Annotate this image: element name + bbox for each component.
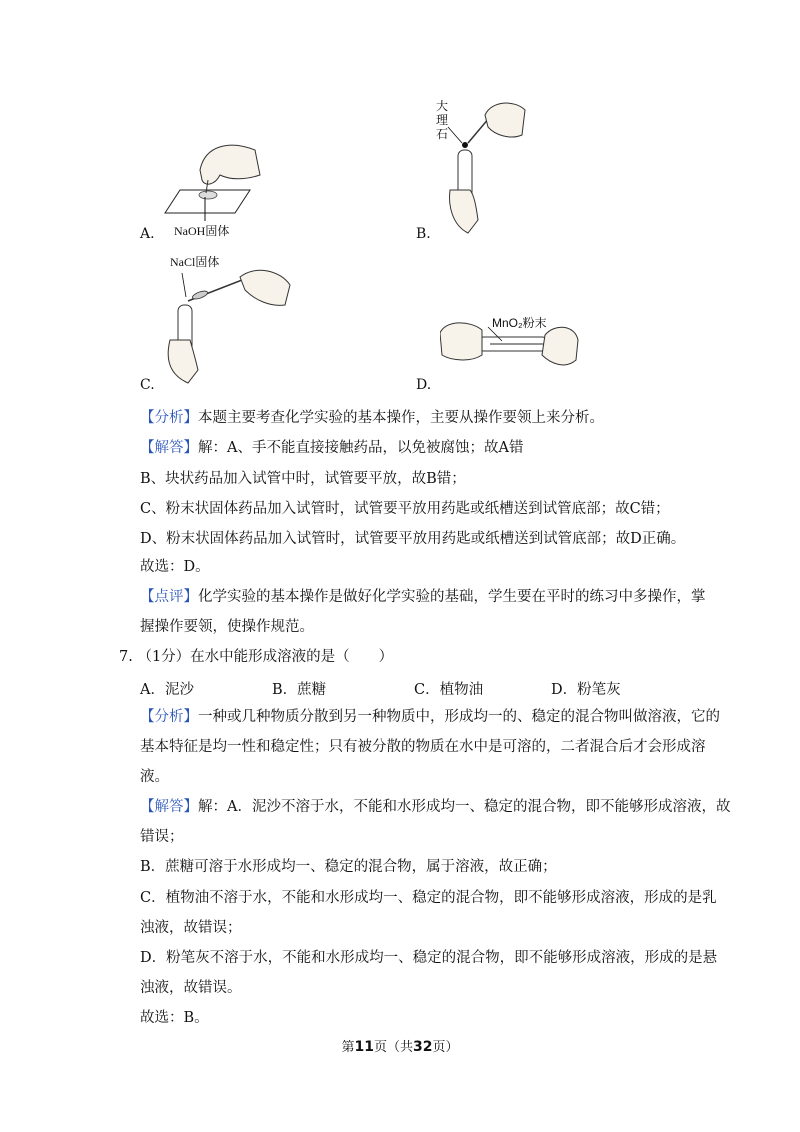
figure-c-label: C.	[140, 377, 155, 393]
q6-answer-d: D、粉末状固体药品加入试管时，试管要平放用药匙或纸槽送到试管底部；故D正确。	[140, 531, 686, 547]
answer-tag: 【解答】	[140, 440, 198, 456]
q6-choose: 故选：D。	[140, 559, 210, 575]
footer-prefix: 第	[341, 1040, 355, 1055]
footer-suffix: 页）	[432, 1040, 459, 1055]
q7-analysis	[140, 707, 720, 727]
q7-option-c: C．植物油	[414, 682, 484, 698]
figure-d-label: D.	[416, 377, 432, 393]
q7-answer-3: B．蔗糖可溶于水形成均一、稳定的混合物，属于溶液，故正确；	[140, 859, 557, 875]
figure-a-label: A.	[140, 226, 155, 242]
q6-answer-c: C、粉末状固体药品加入试管时，试管要平放用药匙或纸槽送到试管底部；故C错；	[140, 501, 670, 517]
footer-mid: 页（共	[373, 1040, 413, 1055]
question-text: （1分）在水中能形成溶液的是（ ）	[137, 649, 394, 665]
figure-c-nacl-spatula	[160, 265, 300, 385]
q6-comment	[140, 587, 706, 607]
q7-answer-4: C．植物油不溶于水，不能和水形成均一、稳定的混合物，即不能够形成溶液，形成的是乳	[140, 890, 717, 906]
q7-option-b: B．蔗糖	[272, 682, 327, 698]
q7-analysis-2: 基本特征是均一性和稳定性；只有被分散的物质在水中是可溶的，二者混合后才会形成溶	[140, 739, 706, 755]
q7-answer-7: 浊液，故错误。	[140, 980, 242, 996]
q7-analysis-3: 液。	[140, 769, 169, 785]
footer-page-number: 11	[354, 1039, 374, 1055]
footer-total-pages: 32	[413, 1039, 433, 1055]
q6-answer-b: B、块状药品加入试管中时，试管要平放，故B错；	[140, 471, 466, 487]
comment-text: 化学实验的基本操作是做好化学实验的基础，学生要在平时的练习中多操作，掌	[198, 589, 706, 605]
q7-answer-2: 错误；	[140, 829, 184, 845]
figure-a-caption: NaOH固体	[174, 224, 230, 238]
analysis-tag: 【分析】	[140, 410, 198, 426]
q7-stem	[119, 647, 393, 667]
figure-c-caption: NaCl固体	[170, 255, 220, 269]
analysis-text: 本题主要考查化学实验的基本操作，主要从操作要领上来分析。	[198, 410, 604, 426]
q7-option-d: D．粉笔灰	[551, 682, 621, 698]
q7-answer	[140, 797, 730, 817]
analysis-text: 一种或几种物质分散到另一种物质中，形成均一的、稳定的混合物叫做溶液，它的	[198, 709, 720, 725]
q7-answer-6: D．粉笔灰不溶于水，不能和水形成均一、稳定的混合物，即不能够形成溶液，形成的是悬	[140, 950, 718, 966]
q7-option-a: A．泥沙	[140, 682, 194, 698]
answer-text: 解：A．泥沙不溶于水，不能和水形成均一、稳定的混合物，即不能够形成溶液，故	[198, 799, 731, 815]
q6-analysis	[140, 408, 604, 428]
figure-d-caption: MnO₂粉末	[492, 316, 547, 330]
figure-b-label: B.	[416, 226, 431, 242]
q6-answer-a	[140, 438, 523, 458]
q6-comment-cont: 握操作要领，使操作规范。	[140, 619, 314, 635]
comment-tag: 【点评】	[140, 589, 198, 605]
page-footer	[0, 1036, 800, 1055]
figure-b-caption: 大理石	[436, 99, 449, 141]
q7-choose: 故选：B。	[140, 1010, 209, 1026]
answer-tag: 【解答】	[140, 799, 198, 815]
analysis-tag: 【分析】	[140, 709, 198, 725]
answer-text: 解：A、手不能直接接触药品，以免被腐蚀；故A错	[198, 440, 524, 456]
q7-answer-5: 浊液，故错误；	[140, 920, 242, 936]
question-number: 7.	[119, 649, 133, 665]
